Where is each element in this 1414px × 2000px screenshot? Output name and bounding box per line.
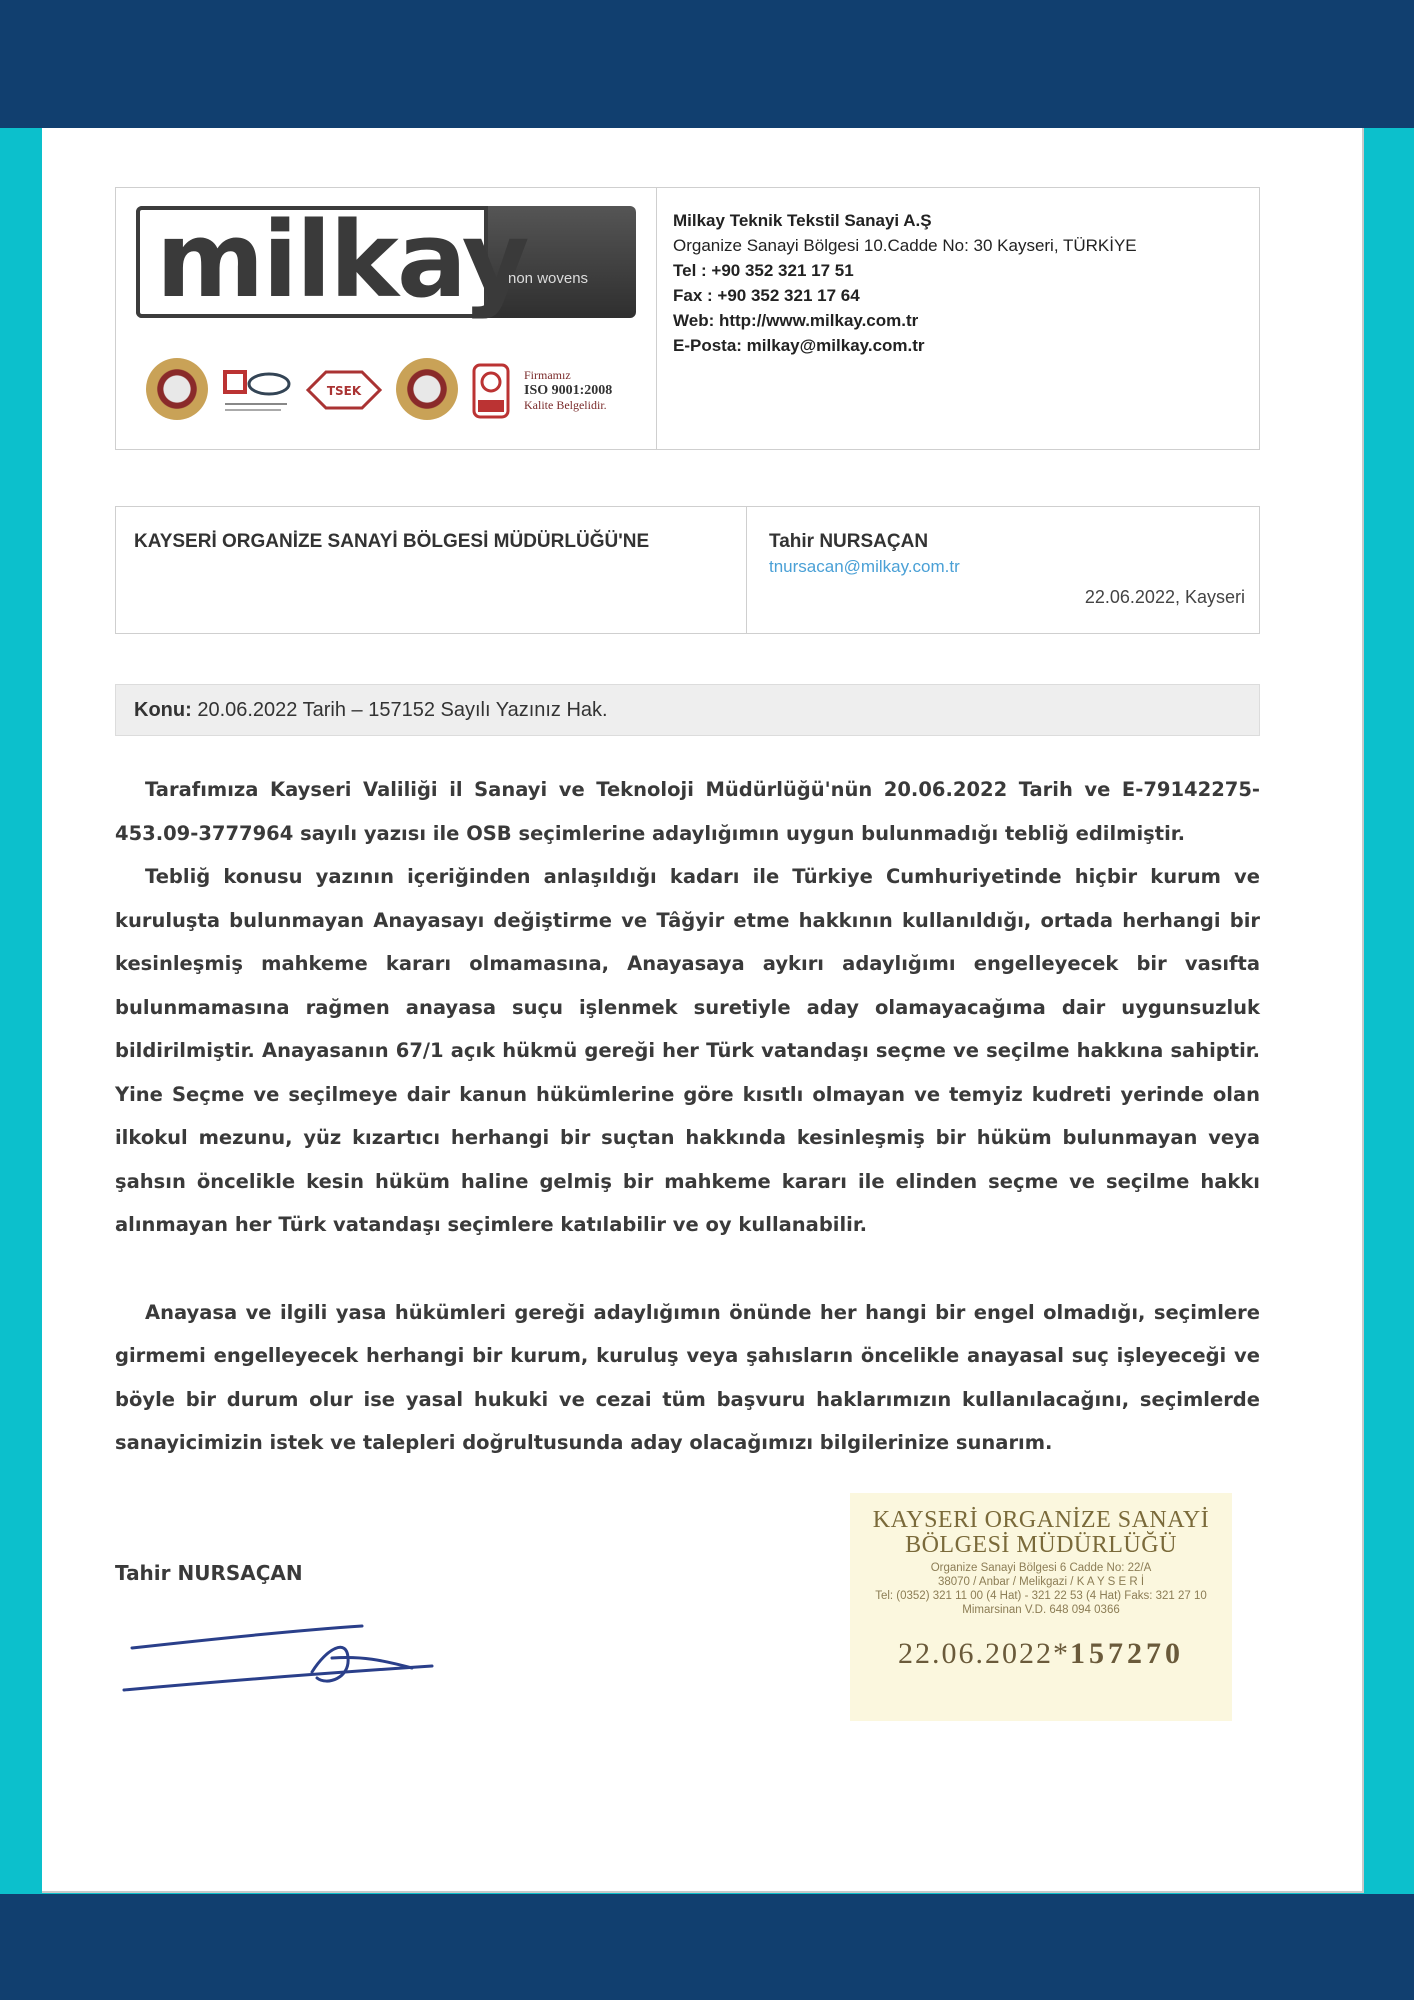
sender-name: Tahir NURSAÇAN — [769, 531, 929, 552]
company-info — [673, 208, 1137, 358]
iso-badge-icon — [471, 362, 511, 420]
iso-certificate-note: Firmamız ISO 9001:2008 Kalite Belgelidir. — [524, 368, 613, 412]
stamp-date: 22.06.2022 — [898, 1637, 1053, 1670]
letterhead — [115, 187, 1260, 450]
stamp-number: 157270 — [1070, 1637, 1184, 1670]
subject-text: 20.06.2022 Tarih – 157152 Sayılı Yazınız Hak. — [191, 699, 608, 721]
letter-page — [42, 128, 1364, 1893]
letter-body — [115, 768, 1260, 1465]
company-web: Web: http://www.milkay.com.tr — [673, 311, 919, 330]
tsek-logo-icon — [306, 370, 382, 410]
company-name: Milkay Teknik Tekstil Sanayi A.Ş — [673, 211, 932, 230]
stamp-title: KAYSERİ ORGANİZE SANAYİ — [872, 1507, 1210, 1533]
company-tel: Tel : +90 352 321 17 51 — [673, 261, 854, 280]
logo-wordmark: milkay — [156, 199, 528, 321]
top-banner — [0, 0, 1414, 128]
qa-seal-icon — [396, 358, 458, 420]
stamp-subtitle: BÖLGESİ MÜDÜRLÜĞÜ — [905, 1532, 1177, 1558]
company-address: Organize Sanayi Bölgesi 10.Cadde No: 30 Kayseri, TÜRKİYE — [673, 236, 1137, 255]
body-paragraph: Tarafımıza Kayseri Valiliği il Sanayi ve Teknoloji Müdürlüğü'nün 20.06.2022 Tarih ve E-79142275-453.09-3777964 sayılı yazısı ile OSB seçimlerine adaylığımın uygun bulunmadığı tebliğ edilmiştir. — [115, 778, 1260, 845]
bottom-banner — [0, 1894, 1414, 2000]
company-fax: Fax : +90 352 321 17 64 — [673, 286, 860, 305]
address-block — [115, 506, 1260, 634]
received-stamp — [850, 1493, 1232, 1721]
sender-email: tnursacan@milkay.com.tr — [769, 557, 960, 576]
logo-tagline: non wovens — [508, 270, 589, 287]
dca-logo-icon — [221, 366, 291, 414]
body-paragraph: Tebliğ konusu yazının içeriğinden anlaşıldığı kadarı ile Türkiye Cumhuriyetinde hiçbir kurum ve kuruluşta bulunmayan Anayasayı değiştirme ve Tâğyir etme hakkının kullanıldığı, ortada herhangi bir kesinleşmiş mahkeme kararı olmamasına, Anayasaya aykırı adaylığımı engelleyecek bir vasıfta bulunmamasına rağmen anayasa suçu işlenmek suretiyle aday olamayacağıma dair uygunsuzluk bildirilmiştir. Anayasanın 67/1 açık hükmü gereği her Türk vatandaşı seçme ve seçilme hakkına sahiptir. Yine Seçme ve seçilmeye dair kanun hükümlerine göre kısıtlı olmayan ve temyiz kudreti yerinde olan ilkokul mezunu, yüz kızartıcı herhangi bir suçtan hakkında kesinleşmiş bir hüküm bulunmayan veya şahsın öncelikle kesin hüküm haline gelmiş bir mahkeme kararı ile elinden seçme ve seçilme hakkı alınmayan her Türk vatandaşı seçimlere katılabilir ve oy kullanabilir. — [115, 865, 1260, 1236]
stamp-registration: 22.06.2022*157270 — [898, 1637, 1184, 1670]
certification-logos — [146, 358, 646, 422]
recipient: KAYSERİ ORGANİZE SANAYİ BÖLGESİ MÜDÜRLÜĞÜ'NE — [134, 531, 650, 552]
signature-name: Tahir NURSAÇAN — [115, 1561, 303, 1585]
handwritten-signature — [112, 1608, 452, 1698]
subject-label: Konu: — [134, 699, 192, 721]
company-email: E-Posta: milkay@milkay.com.tr — [673, 336, 925, 355]
letter-date: 22.06.2022, Kayseri — [1084, 587, 1245, 607]
stamp-address: Organize Sanayi Bölgesi 6 Cadde No: 22/A 38070 / Anbar / Melikgazi / K A Y S E R İ Tel: (0352) 321 11 00 (4 Hat) - 321 22 53 (4 Hat) Faks: 321 27 10 Mimarsinan V.D. 648 094 0366 — [875, 1562, 1207, 1616]
svg-text:TSEK: TSEK — [326, 384, 362, 398]
body-paragraph: Anayasa ve ilgili yasa hükümleri gereği adaylığımın önünde her hangi bir engel olmadığı, seçimlere girmemi engelleyecek herhangi bir kurum, kuruluş veya şahısların öncelikle anayasal suç işleyeceği ve böyle bir durum olur ise yasal hukuki ve cezai tüm başvuru haklarımızın kullanılacağını, seçimlerde sanayicimizin istek ve talepleri doğrultusunda aday olacağımızı bilgilerinize sunarım. — [115, 1300, 1260, 1454]
subject-line — [115, 684, 1260, 736]
qa-seal-icon — [146, 358, 208, 420]
company-logo — [136, 199, 636, 321]
